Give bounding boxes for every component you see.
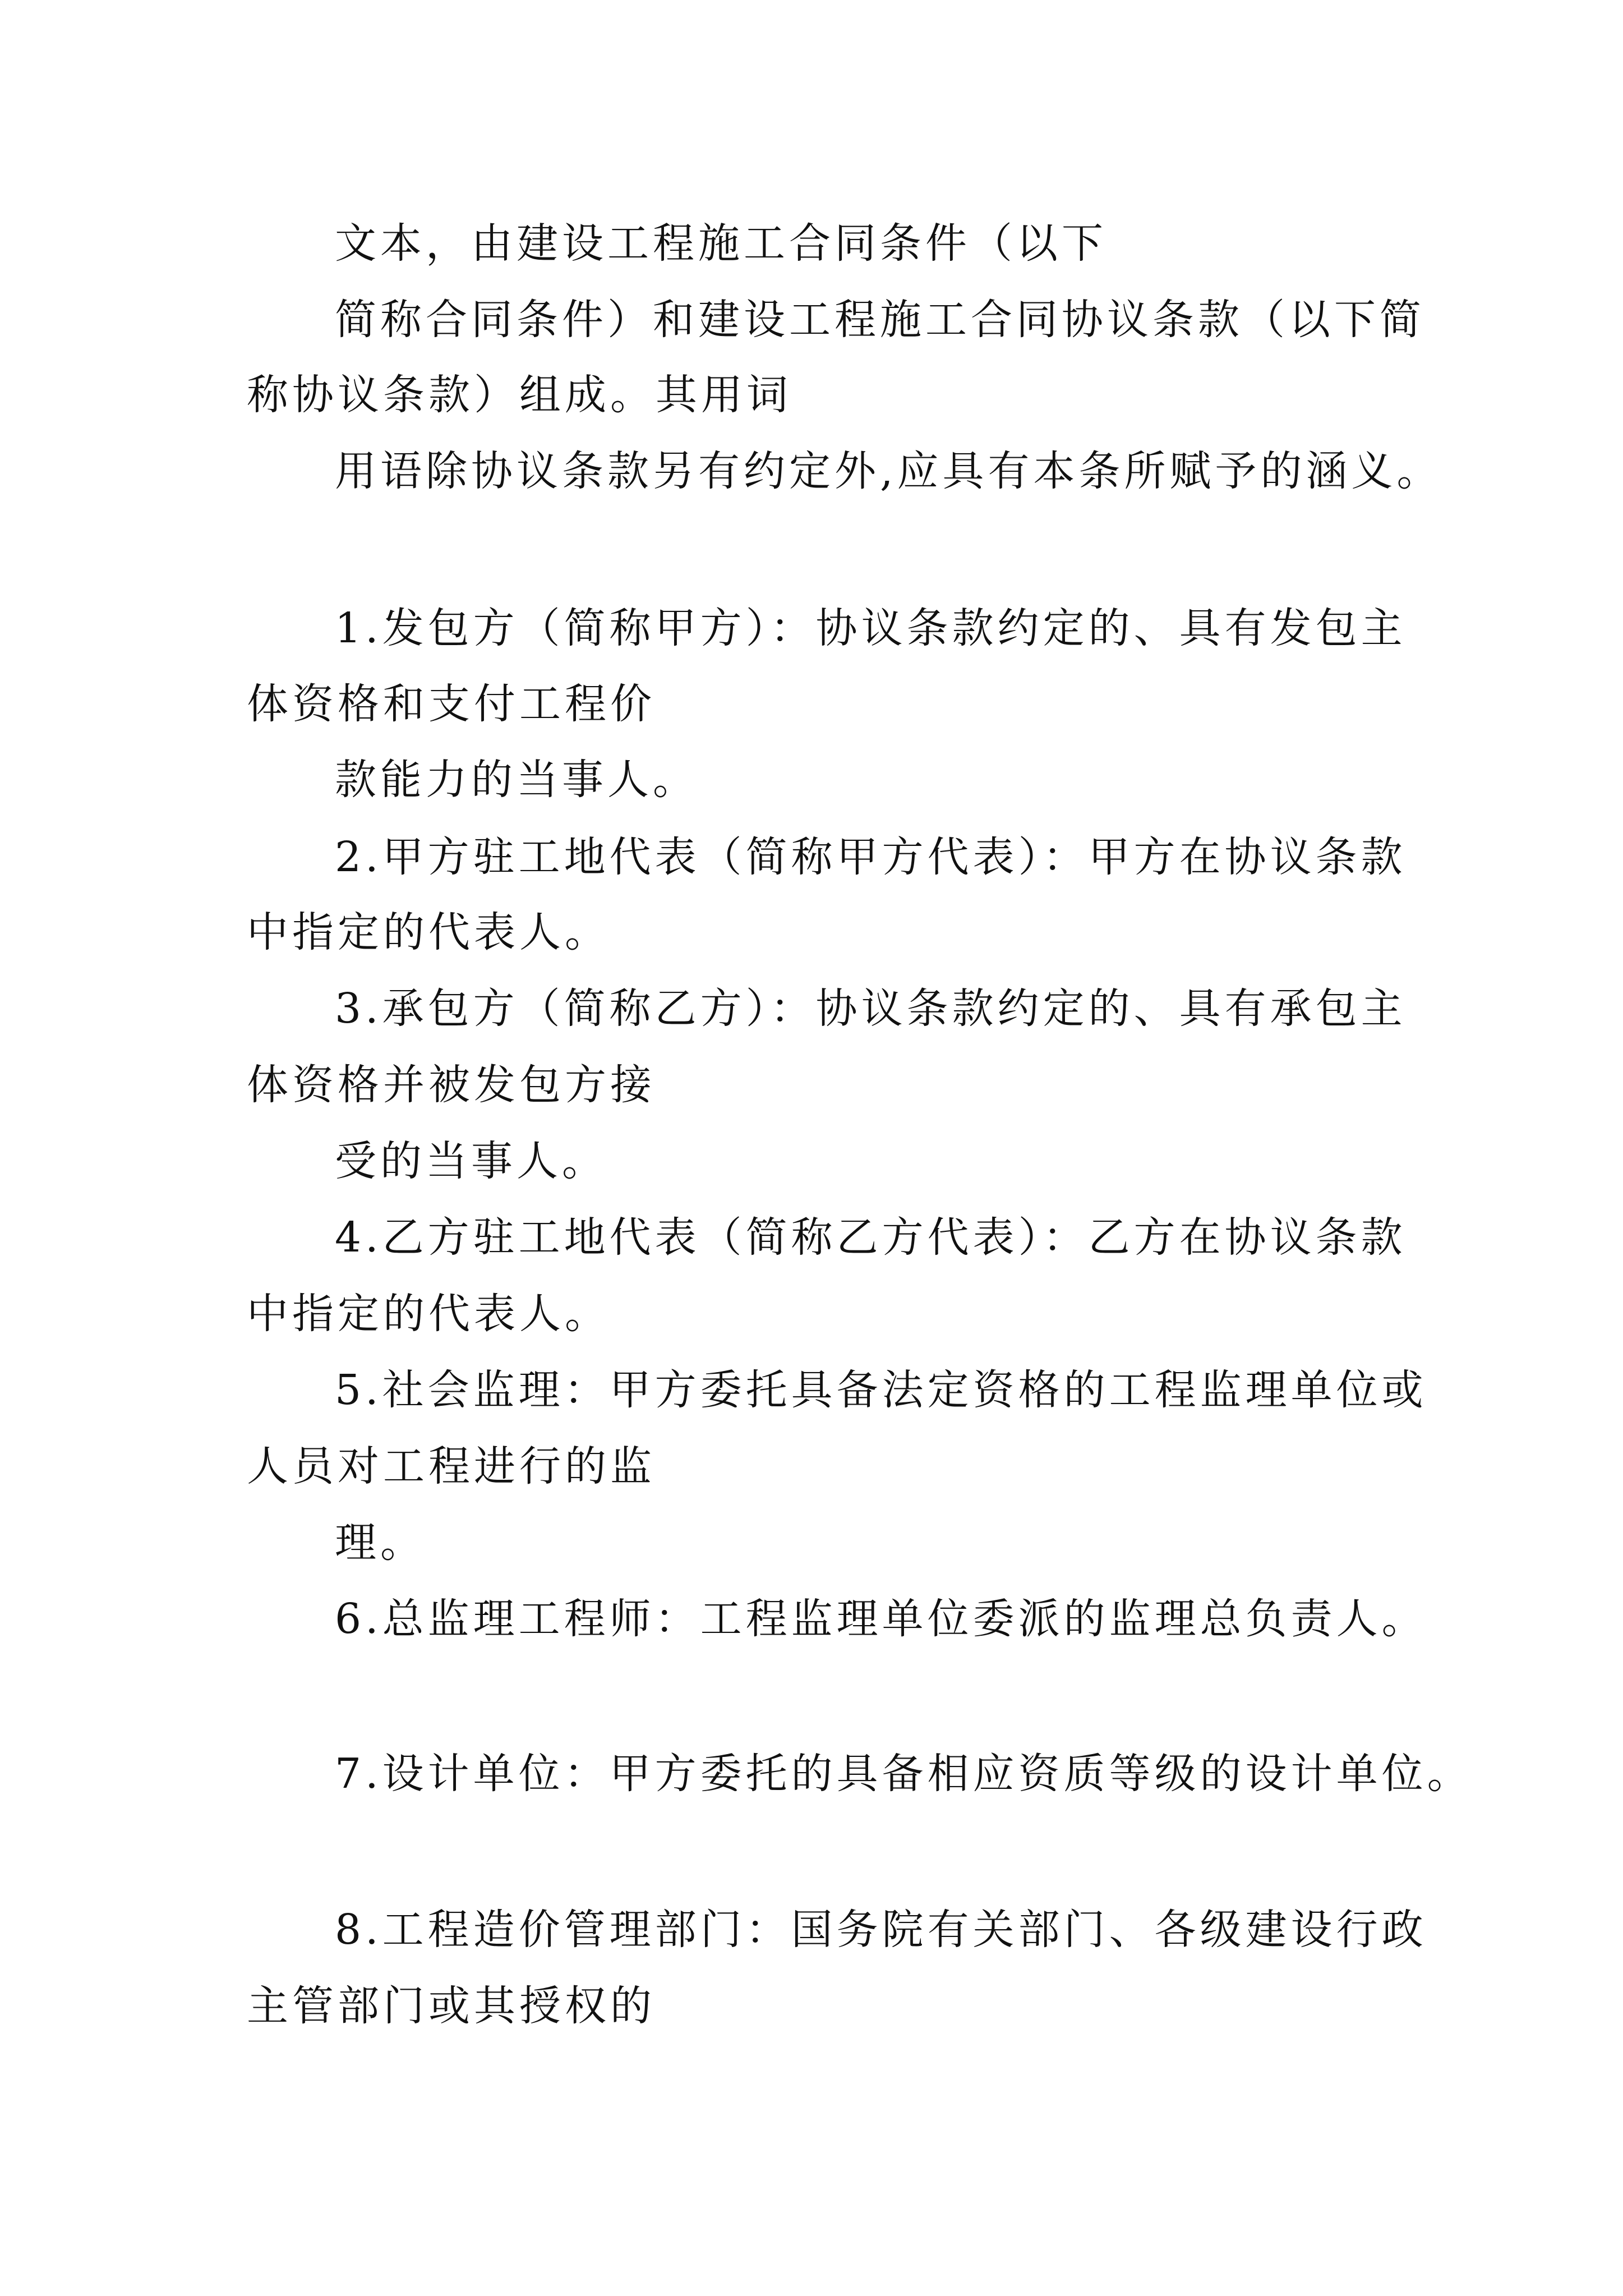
definition-item-4: 4.乙方驻工地代表（简称乙方代表）：乙方在协议条款 — [335, 1213, 1407, 1262]
text-line: 中指定的代表人。 — [247, 908, 610, 956]
text-line: 称协议条款）组成。其用词 — [247, 371, 792, 419]
definition-item-8: 8.工程造价管理部门：国务院有关部门、各级建设行政 — [335, 1906, 1427, 1954]
definition-item-3: 3.承包方（简称乙方）：协议条款约定的、具有承包主 — [335, 984, 1407, 1033]
text-line: 简称合同条件）和建设工程施工合同协议条款（以下简 — [335, 296, 1425, 344]
text-line: 中指定的代表人。 — [247, 1290, 610, 1338]
text-line: 人员对工程进行的监 — [247, 1442, 656, 1490]
text-line: 款能力的当事人。 — [335, 756, 698, 804]
text-line: 理。 — [335, 1519, 426, 1567]
text-line: 文本，由建设工程施工合同条件（以下 — [335, 219, 1107, 268]
definition-item-7: 7.设计单位：甲方委托的具备相应资质等级的设计单位。 — [335, 1750, 1473, 1798]
definition-item-1: 1.发包方（简称甲方）：协议条款约定的、具有发包主 — [335, 604, 1407, 652]
text-line: 用语除协议条款另有约定外,应具有本条所赋予的涵义。 — [335, 447, 1442, 495]
text-line: 受的当事人。 — [335, 1137, 607, 1185]
text-line: 体资格并被发包方接 — [247, 1061, 656, 1109]
definition-item-2: 2.甲方驻工地代表（简称甲方代表）：甲方在协议条款 — [335, 833, 1407, 881]
text-line: 主管部门或其授权的 — [247, 1982, 656, 2030]
definition-item-5: 5.社会监理：甲方委托具备法定资格的工程监理单位或 — [335, 1366, 1427, 1414]
definition-item-6: 6.总监理工程师：工程监理单位委派的监理总负责人。 — [335, 1595, 1427, 1643]
text-line: 体资格和支付工程价 — [247, 680, 656, 728]
